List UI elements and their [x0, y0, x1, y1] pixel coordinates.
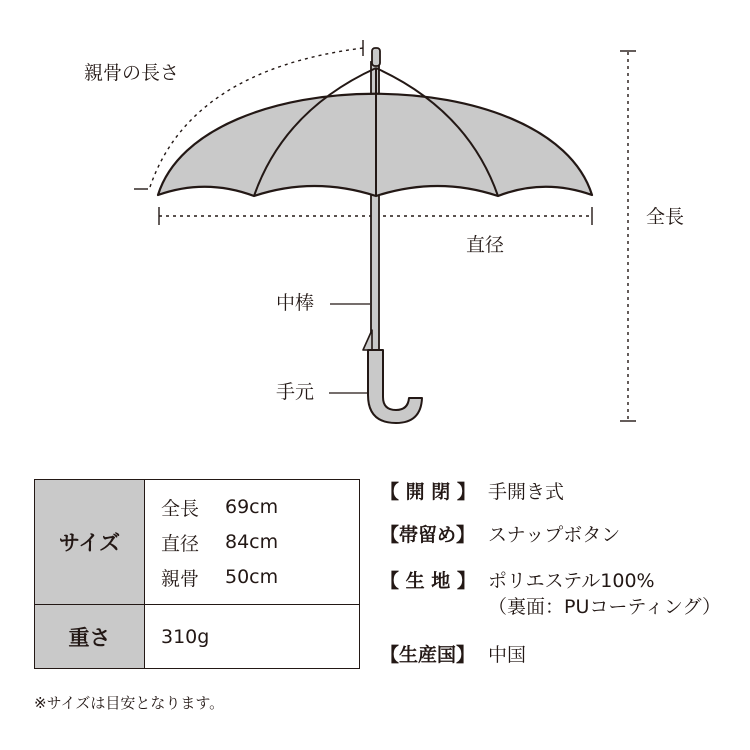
detail-value-group [488, 569, 721, 620]
size-values [145, 480, 359, 605]
weight-header: 重さ [35, 605, 145, 668]
diameter-label: 直径 [466, 234, 505, 256]
detail-value: 中国 [488, 644, 527, 666]
rib-length-label: 親骨の長さ [84, 62, 180, 84]
umbrella-tip [372, 48, 380, 66]
strap-tab [363, 330, 372, 350]
detail-value: 手開き式 [488, 481, 565, 503]
detail-value: ポリエステル100% [488, 570, 655, 592]
detail-label: 【生産国】 [380, 644, 476, 666]
size-header: サイズ [35, 480, 145, 605]
size-note: ※サイズは目安となります。 [34, 694, 225, 712]
detail-country [380, 643, 526, 669]
spec-key: 全長 [161, 497, 200, 520]
detail-label: 【 生 地 】 [380, 570, 476, 592]
spec-row-rib [161, 564, 359, 591]
total-length-label: 全長 [646, 206, 685, 228]
detail-label: 【帯留め】 [380, 524, 476, 546]
spec-row-diameter [161, 529, 359, 556]
spec-key: 直径 [161, 532, 200, 555]
detail-label: 【 開 閉 】 [380, 481, 476, 503]
spec-value: 84cm [225, 531, 279, 553]
handle [368, 350, 422, 423]
spec-table [34, 479, 360, 669]
detail-opening [380, 480, 564, 506]
spec-key: 親骨 [161, 567, 200, 590]
spec-value: 69cm [225, 496, 279, 518]
detail-value: スナップボタン [488, 524, 621, 546]
detail-fabric [380, 569, 721, 620]
detail-strap [380, 523, 620, 549]
spec-row-total-length [161, 494, 359, 521]
handle-label: 手元 [276, 381, 315, 403]
detail-value-sub: （裏面：PUコーティング） [488, 595, 722, 618]
shaft-label: 中棒 [276, 292, 315, 314]
spec-value: 50cm [225, 566, 279, 588]
weight-value: 310g [161, 625, 210, 648]
